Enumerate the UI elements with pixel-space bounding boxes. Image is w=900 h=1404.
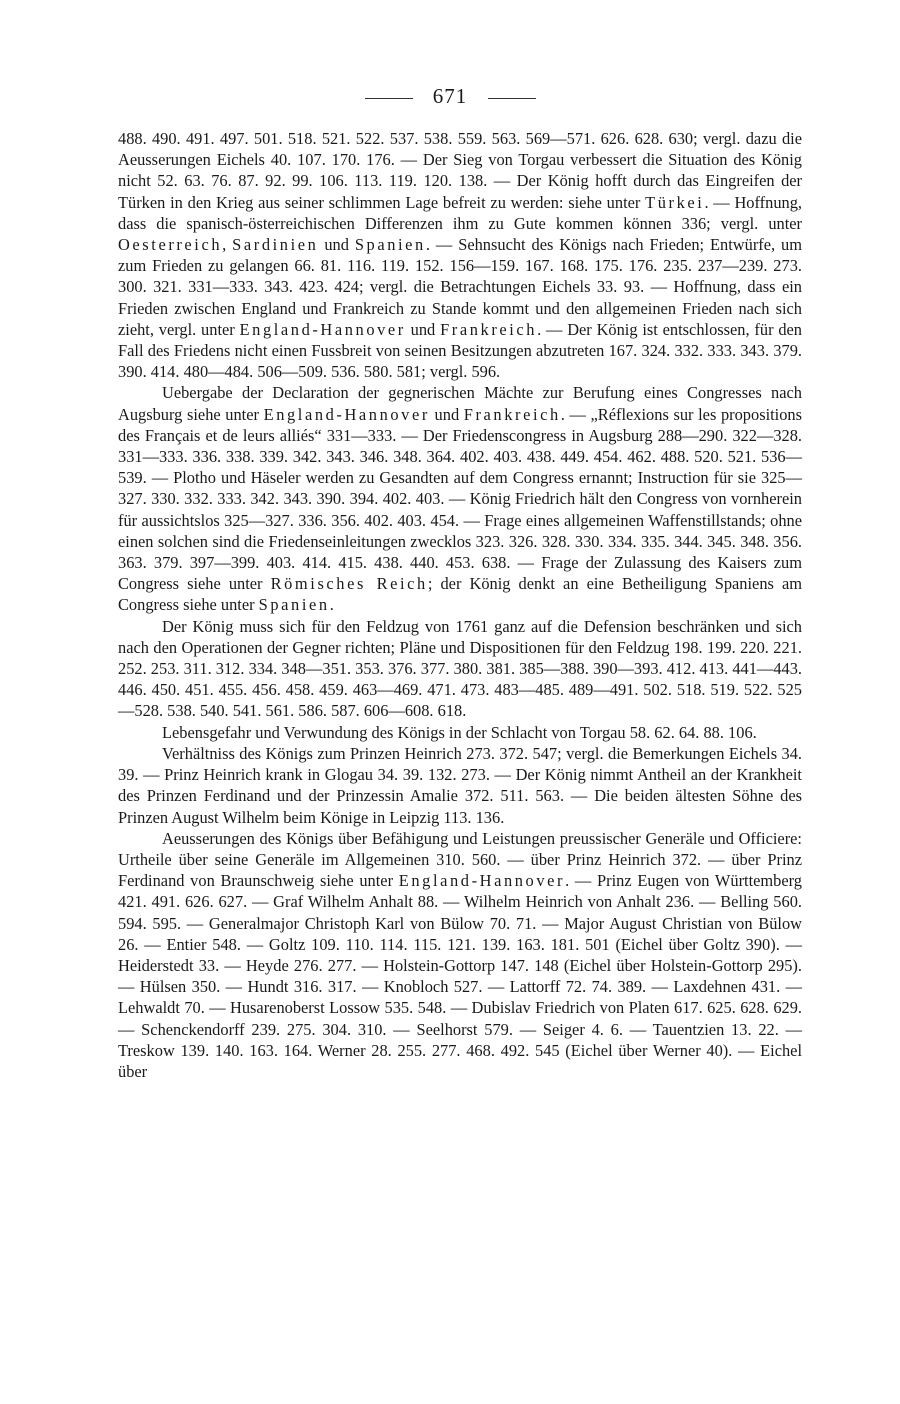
header-rule-left xyxy=(365,98,413,99)
paragraph-text-run: und xyxy=(429,404,464,424)
index-body-text xyxy=(118,128,802,1082)
index-paragraph xyxy=(118,128,802,382)
paragraph-text-run: Lebensgefahr und Verwundung des Königs in der Schlacht von Torgau 58. 62. 64. 88. 106. xyxy=(162,722,757,742)
spaced-entry-reference: Türkei xyxy=(645,192,705,212)
spaced-entry-reference: England-Hannover xyxy=(239,319,406,339)
spaced-entry-reference: Frankreich xyxy=(440,319,538,339)
index-paragraph xyxy=(118,743,802,828)
paragraph-text-run: Uebergabe der Declaration der gegnerischen Mächte zur Berufung eines Congresses nach Augsburg siehe unter xyxy=(118,383,802,424)
spaced-entry-reference: England-Hannover xyxy=(263,404,430,424)
paragraph-text-run: Aeusserungen des Königs über Befähigung und Leistungen preussischer Generäle und Officiere: Urtheile über seine Generäle im Allgemeinen 310. 560. — über Prinz Heinrich 372. — über Prinz Ferdinand von Braunschweig siehe unter xyxy=(118,828,802,891)
spaced-entry-reference: England-Hannover xyxy=(398,871,566,891)
index-paragraph xyxy=(118,616,802,722)
index-paragraph xyxy=(118,722,802,743)
paragraph-text-run: ; der König denkt an eine Betheiligung Spaniens am Congress siehe unter xyxy=(118,574,802,615)
page-number: 671 xyxy=(432,84,468,108)
index-paragraph xyxy=(118,828,802,1082)
spaced-entry-reference: Frankreich xyxy=(463,404,561,424)
spaced-entry-reference: Spanien xyxy=(354,235,426,255)
paragraph-text-run: , xyxy=(222,235,233,255)
header-rule-right xyxy=(488,98,536,99)
paragraph-text-run: Der König muss sich für den Feldzug von 1761 ganz auf die Defension beschränken und sich nach den Operationen der Gegner richten; Pläne und Dispositionen für den Feldzug 198. 199. 220. 221. 252. 253. 311. 312. 334. 348—351. 353. 376. 377. 380. 381. 385—388. 390—393. 412. 413. 441—443. 446. 450. 451. 455. 456. 458. 459. 463—469. 471. 473. 483—485. 489—491. 502. 518. 519. 522. 525—528. 538. 540. 541. 561. 586. 587. 606—608. 618. xyxy=(118,616,802,721)
spaced-entry-reference: Sardinien xyxy=(232,235,319,255)
paragraph-text-run: . — „Réflexions sur les propositions des Français et de leurs alliés“ 331—333. — Der Friedenscongress in Augsburg 288—290. 322—328. 331—333. 336. 338. 339. 342. 343. 346. 348. 364. 402. 403. 438. 449. 454. 462. 488. 520. 521. 536—539. — Plotho und Häseler werden zu Gesandten auf dem Congress ernannt; Instruction für sie 325—327. 330. 332. 333. 342. 343. 390. 394. 402. 403. — König Friedrich hält den Congress von vornherein für aussichtslos 325—327. 336. 356. 402. 403. 454. — Frage eines allgemeinen Waffenstillstands; ohne einen solchen sind die Friedenseinleitungen zwecklos 323. 326. 328. 330. 334. 335. 344. 345. 348. 356. 363. 379. 397—399. 403. 414. 415. 438. 440. 453. 638. — Frage der Zulassung des Kaisers zum Congress siehe unter xyxy=(118,404,802,594)
spaced-entry-reference: Spanien xyxy=(258,595,330,615)
paragraph-text-run: 488. 490. 491. 497. 501. 518. 521. 522. 537. 538. 559. 563. 569—571. 626. 628. 630; vergl. dazu die Aeusserungen Eichels 40. 107. 170. 176. — Der Sieg von Torgau verbessert die Situation des König nicht 52. 63. 76. 87. 92. 99. 106. 113. 119. 120. 138. — Der König hofft durch das Eingreifen der Türken in den Krieg aus seiner schlimmen Lage befreit zu werden: siehe unter xyxy=(118,129,802,212)
spaced-entry-reference: Oesterreich xyxy=(118,235,223,255)
index-paragraph xyxy=(118,382,802,615)
paragraph-text-run: . — Prinz Eugen von Württemberg 421. 491. 626. 627. — Graf Wilhelm Anhalt 88. — Wilhelm Heinrich von Anhalt 236. — Belling 560. 594. 595. — Generalmajor Christoph Karl von Bülow 70. 71. — Major August Christian von Bülow 26. — Entier 548. — Goltz 109. 110. 114. 115. 121. 139. 163. 181. 501 (Eichel über Goltz 390). — Heiderstedt 33. — Heyde 276. 277. — Holstein-Gottorp 147. 148 (Eichel über Holstein-Gottorp 295). — Hülsen 350. — Hundt 316. 317. — Knobloch 527. — Lattorff 72. 74. 389. — Laxdehnen 431. — Lehwaldt 70. — Husarenoberst Lossow 535. 548. — Dubislav Friedrich von Platen 617. 625. 628. 629. — Schenckendorff 239. 275. 304. 310. — Seelhorst 579. — Seiger 4. 6. — Tauentzien 13. 22. — Treskow 139. 140. 163. 164. Werner 28. 255. 277. 468. 492. 545 (Eichel über Werner 40). — Eichel über xyxy=(118,871,802,1081)
paragraph-text-run: und xyxy=(318,235,355,255)
paragraph-text-run: . — Sehnsucht des Königs nach Frieden; Entwürfe, um zum Frieden zu gelangen 66. 81. 116. 119. 152. 156—159. 167. 168. 175. 176. 235. 237—239. 273. 300. 321. 331—333. 343. 423. 424; vergl. die Betrachtungen Eichels 33. 93. — Hoffnung, dass ein Frieden zwischen England und Frankreich zu Stande kommt und den allgemeinen Frieden nach sich zieht, vergl. unter xyxy=(118,235,802,339)
spaced-entry-reference: Römisches Reich xyxy=(270,574,428,594)
paragraph-text-run: . — Der König ist entschlossen, für den Fall des Friedens nicht einen Fussbreit von seinen Besitzungen abzutreten 167. 324. 332. 333. 343. 379. 390. 414. 480—484. 506—509. 536. 580. 581; vergl. 596. xyxy=(118,319,803,382)
paragraph-text-run: und xyxy=(405,319,441,339)
paragraph-text-run: . xyxy=(329,595,334,615)
paragraph-text-run: Verhältniss des Königs zum Prinzen Heinrich 273. 372. 547; vergl. die Bemerkungen Eichels 34. 39. — Prinz Heinrich krank in Glogau 34. 39. 132. 273. — Der König nimmt Antheil an der Krankheit des Prinzen Ferdinand und der Prinzessin Amalie 372. 511. 563. — Die beiden ältesten Söhne des Prinzen August Wilhelm beim Könige in Leipzig 113. 136. xyxy=(118,743,802,827)
page-header xyxy=(0,84,900,108)
paragraph-text-run: . — Hoffnung, dass die spanisch-österreichischen Differenzen ihm zu Gute kommen können 336; vergl. unter xyxy=(118,192,802,233)
